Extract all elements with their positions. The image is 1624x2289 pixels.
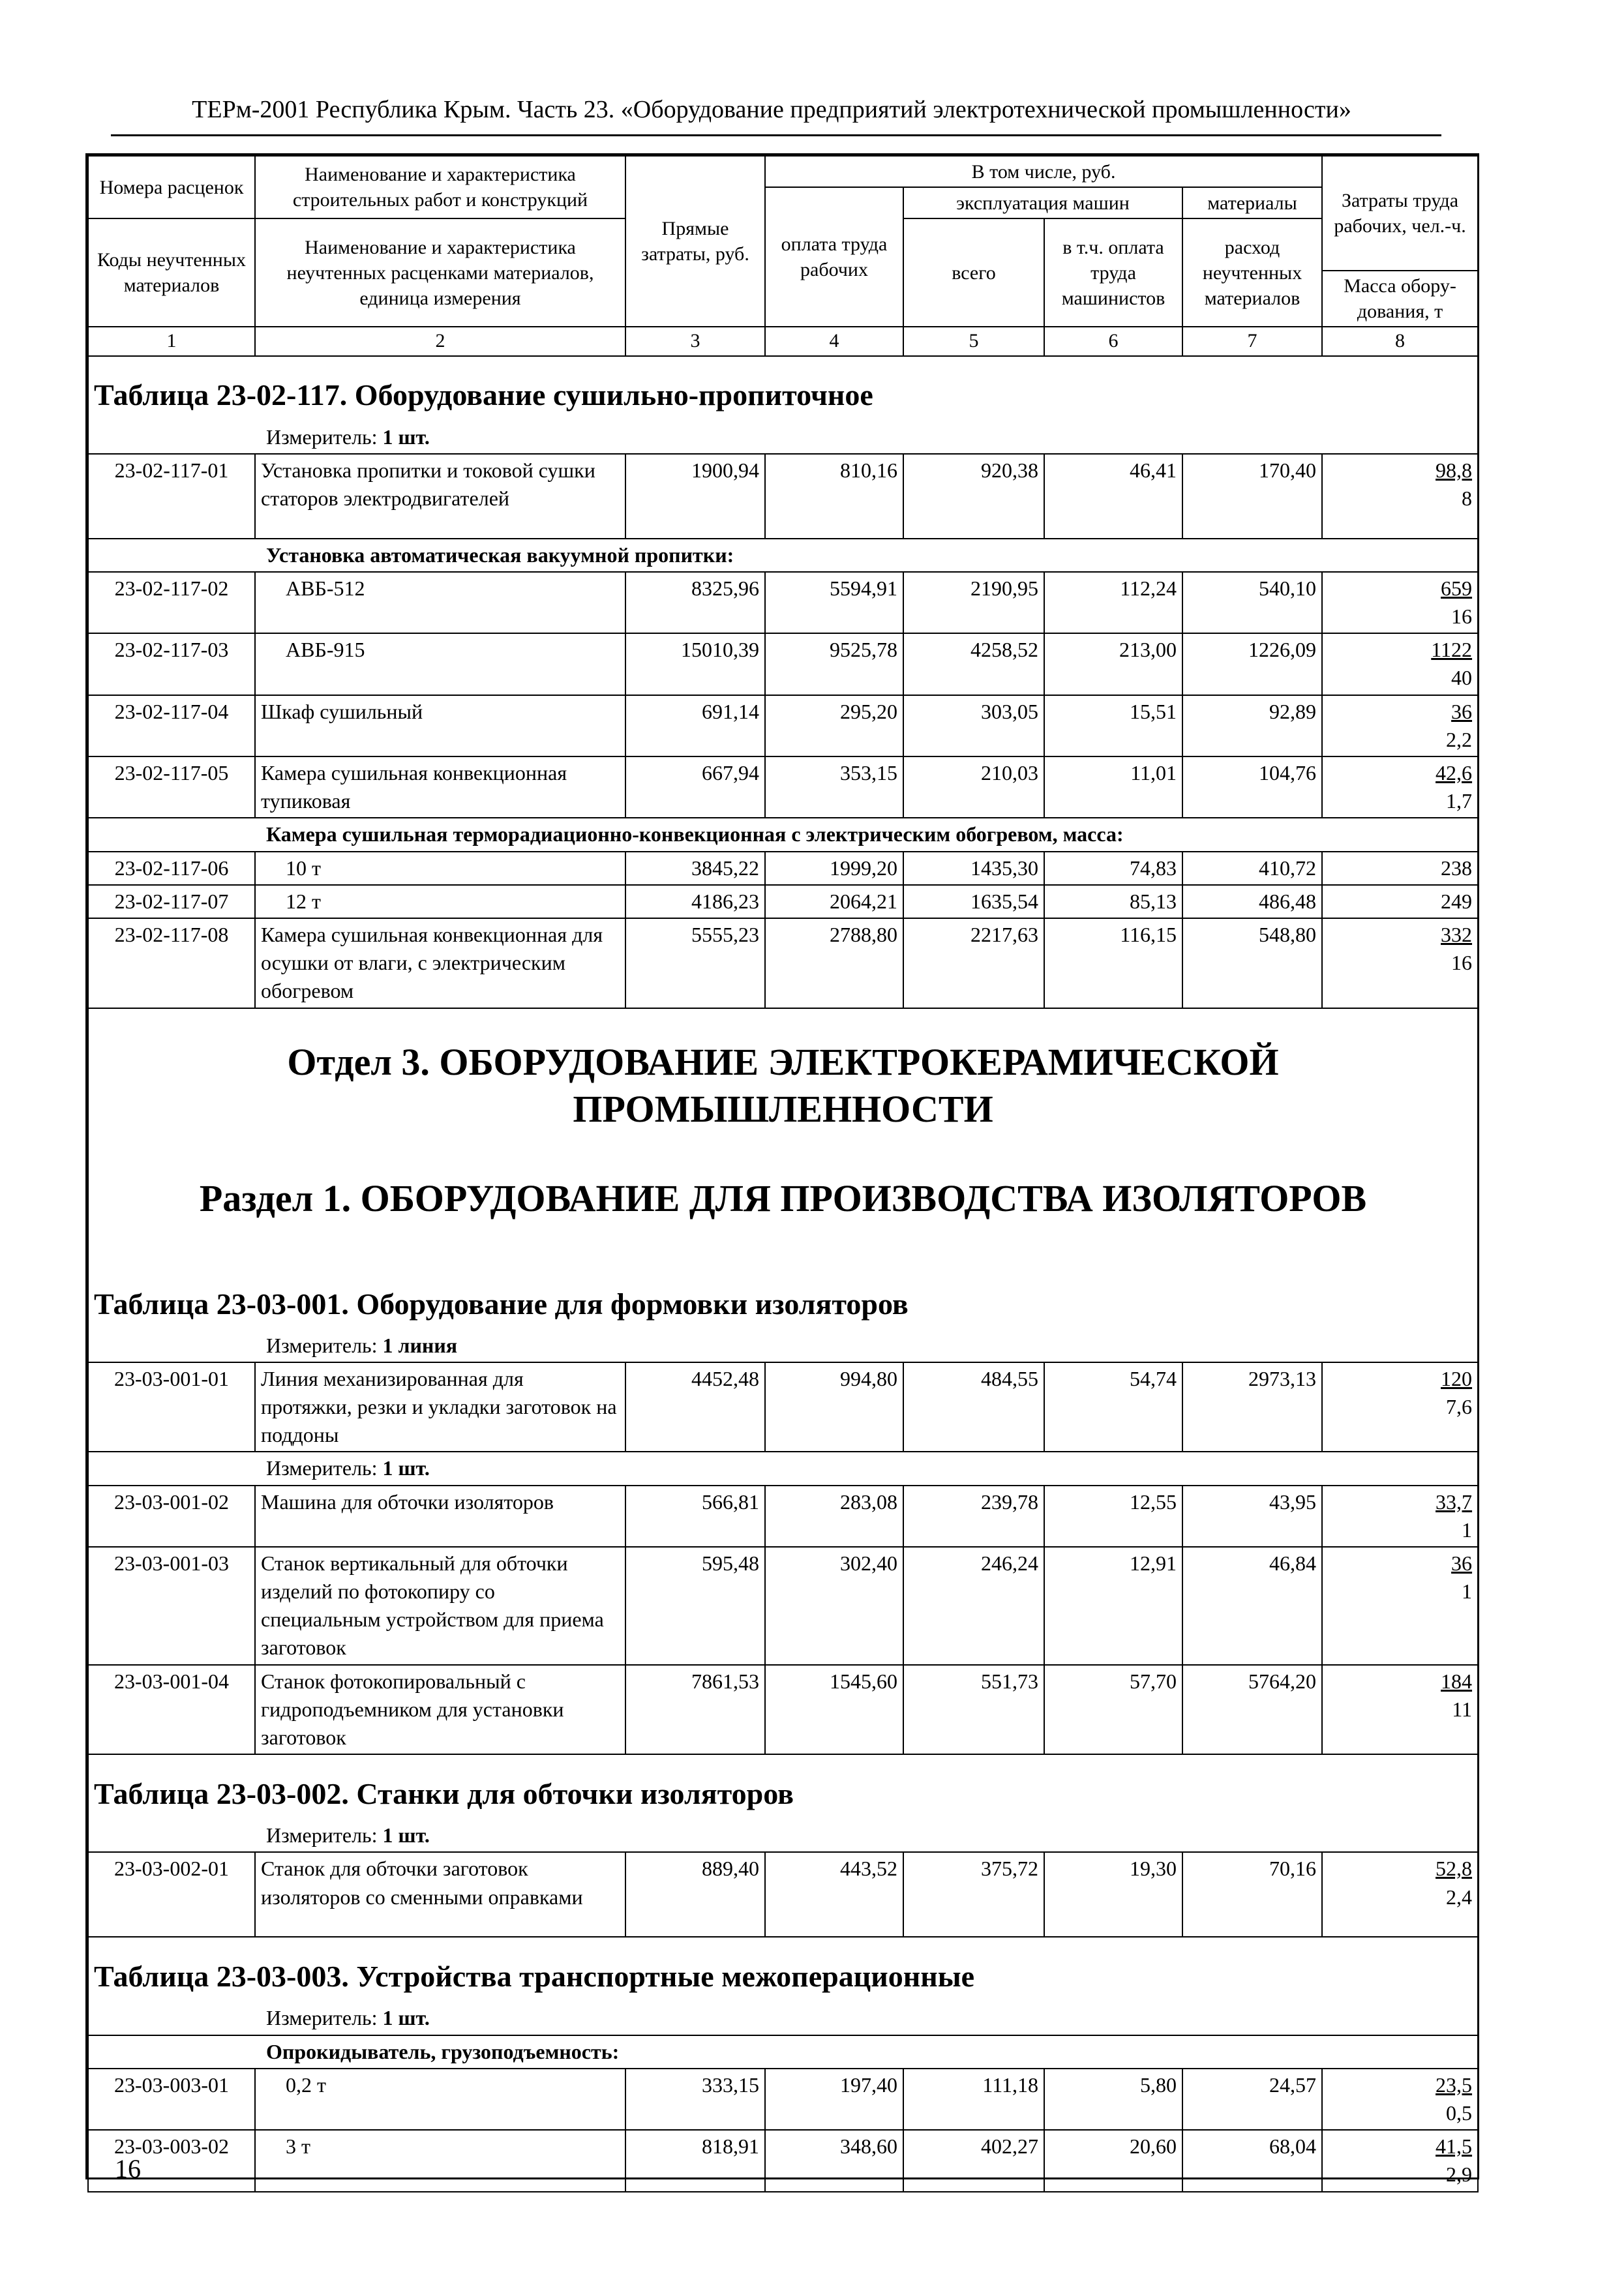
column-number: 5 <box>903 327 1044 356</box>
labor-hours: 33,7 <box>1436 1489 1473 1514</box>
labor-pay: 443,52 <box>765 1852 903 1937</box>
labor-hours-mass <box>1322 1486 1478 1547</box>
labor-hours-mass <box>1322 695 1478 756</box>
machinist-pay: 20,60 <box>1044 2130 1182 2191</box>
column-number: 4 <box>765 327 903 356</box>
division-title-line2: ПРОМЫШЛЕННОСТИ <box>573 1088 993 1130</box>
work-name: Шкаф сушильный <box>255 695 625 756</box>
materials-cost: 540,10 <box>1182 572 1322 633</box>
work-name: Станок фотокопировальный с гидроподъемником для установки заготовок <box>255 1665 625 1755</box>
labor-hours-mass: 249 <box>1322 885 1478 918</box>
price-code: 23-02-117-08 <box>88 918 255 1008</box>
materials-cost: 92,89 <box>1182 695 1322 756</box>
materials-cost: 68,04 <box>1182 2130 1322 2191</box>
materials-cost: 104,76 <box>1182 756 1322 818</box>
labor-hours: 1122 <box>1431 638 1473 662</box>
direct-cost: 691,14 <box>625 695 765 756</box>
work-name: Линия механизированная для протяжки, резки и укладки заготовок на поддоны <box>255 1362 625 1452</box>
labor-pay: 283,08 <box>765 1486 903 1547</box>
table-117-measure: Измеритель: 1 шт. <box>88 421 1478 454</box>
labor-pay: 810,16 <box>765 454 903 539</box>
direct-cost: 818,91 <box>625 2130 765 2191</box>
table-row <box>88 1486 1478 1547</box>
section-title: Раздел 1. ОБОРУДОВАНИЕ ДЛЯ ПРОИЗВОДСТВА ИЗОЛЯТОРОВ <box>199 1176 1367 1219</box>
labor-hours-mass <box>1322 2069 1478 2130</box>
price-code: 23-02-117-02 <box>88 572 255 633</box>
machines-cost: 1635,54 <box>903 885 1044 918</box>
table-row <box>88 1852 1478 1937</box>
machinist-pay: 213,00 <box>1044 633 1182 695</box>
direct-cost: 333,15 <box>625 2069 765 2130</box>
table-row <box>88 885 1478 918</box>
machines-cost: 239,78 <box>903 1486 1044 1547</box>
labor-hours-mass <box>1322 756 1478 818</box>
header-labor-cost: Затраты труда рабочих, чел.-ч. <box>1322 156 1478 271</box>
labor-pay: 197,40 <box>765 2069 903 2130</box>
machinist-pay: 11,01 <box>1044 756 1182 818</box>
work-name: 0,2 т <box>255 2069 625 2130</box>
header-machines: эксплуатация машин <box>903 187 1182 218</box>
equipment-mass: 8 <box>1462 486 1473 510</box>
table-117-group-vacuum: Установка автоматическая вакуумной пропитки: <box>88 539 1478 572</box>
machines-cost: 111,18 <box>903 2069 1044 2130</box>
work-name: АВБ-915 <box>255 633 625 695</box>
table-001-measure-2: Измеритель: 1 шт. <box>88 1452 1478 1485</box>
labor-pay: 5594,91 <box>765 572 903 633</box>
table-117-group-chamber: Камера сушильная терморадиационно-конвекционная с электрическим обогревом, масса: <box>88 818 1478 851</box>
table-row <box>88 633 1478 695</box>
direct-cost: 4186,23 <box>625 885 765 918</box>
running-head: ТЕРм-2001 Республика Крым. Часть 23. «Оборудование предприятий электротехнической промышленности» <box>192 96 1351 123</box>
machinist-pay: 5,80 <box>1044 2069 1182 2130</box>
price-table-frame <box>85 153 1479 2187</box>
page-number: 16 <box>115 2154 141 2183</box>
labor-hours: 23,5 <box>1436 2072 1473 2097</box>
header-col1-bottom: Коды неучтенных материалов <box>88 218 255 327</box>
header-col2-bottom: Наименование и характеристика неучтенных расценками материалов, единица измерения <box>255 218 625 327</box>
materials-cost: 548,80 <box>1182 918 1322 1008</box>
header-col1-top: Номера расценок <box>88 156 255 218</box>
price-code: 23-03-001-02 <box>88 1486 255 1547</box>
column-number: 7 <box>1182 327 1322 356</box>
equipment-mass: 2,2 <box>1446 727 1473 751</box>
materials-cost: 486,48 <box>1182 885 1322 918</box>
machines-cost: 4258,52 <box>903 633 1044 695</box>
labor-hours-mass: 238 <box>1322 852 1478 885</box>
materials-cost: 5764,20 <box>1182 1665 1322 1755</box>
machines-cost: 2190,95 <box>903 572 1044 633</box>
direct-cost: 4452,48 <box>625 1362 765 1452</box>
machinist-pay: 116,15 <box>1044 918 1182 1008</box>
header-machines-total: всего <box>903 218 1044 327</box>
direct-cost: 3845,22 <box>625 852 765 885</box>
direct-cost: 15010,39 <box>625 633 765 695</box>
table-row <box>88 2130 1478 2191</box>
price-code: 23-03-003-02 <box>88 2130 255 2191</box>
header-direct-costs: Прямые затраты, руб. <box>625 156 765 327</box>
equipment-mass: 0,5 <box>1446 2101 1473 2125</box>
work-name: Станок вертикальный для обточки изделий по фотокопиру со специальным устройством для приема заготовок <box>255 1547 625 1665</box>
header-col2-top: Наименование и характеристика строительных работ и конструкций <box>255 156 625 218</box>
table-row <box>88 695 1478 756</box>
machines-cost: 246,24 <box>903 1547 1044 1665</box>
table-117-title: Таблица 23-02-117. Оборудование сушильно-пропиточное <box>88 356 1478 421</box>
machines-cost: 484,55 <box>903 1362 1044 1452</box>
materials-cost: 43,95 <box>1182 1486 1322 1547</box>
price-code: 23-02-117-05 <box>88 756 255 818</box>
materials-cost: 70,16 <box>1182 1852 1322 1937</box>
equipment-mass: 1,7 <box>1446 789 1473 813</box>
machines-cost: 402,27 <box>903 2130 1044 2191</box>
machinist-pay: 19,30 <box>1044 1852 1182 1937</box>
machines-cost: 2217,63 <box>903 918 1044 1008</box>
machines-cost: 1435,30 <box>903 852 1044 885</box>
labor-hours-mass <box>1322 2130 1478 2191</box>
machinist-pay: 74,83 <box>1044 852 1182 885</box>
header-machinist-pay: в т.ч. оплата труда машинистов <box>1044 218 1182 327</box>
price-code: 23-02-117-04 <box>88 695 255 756</box>
labor-pay: 2064,21 <box>765 885 903 918</box>
labor-hours: 36 <box>1451 699 1473 723</box>
equipment-mass: 2,9 <box>1446 2162 1473 2187</box>
machinist-pay: 54,74 <box>1044 1362 1182 1452</box>
equipment-mass: 11 <box>1452 1697 1473 1721</box>
labor-hours-mass <box>1322 1362 1478 1452</box>
price-code: 23-02-117-06 <box>88 852 255 885</box>
work-name: 12 т <box>255 885 625 918</box>
column-number: 3 <box>625 327 765 356</box>
labor-hours-mass <box>1322 1665 1478 1755</box>
labor-hours: 659 <box>1441 576 1473 600</box>
labor-pay: 994,80 <box>765 1362 903 1452</box>
materials-cost: 410,72 <box>1182 852 1322 885</box>
equipment-mass: 40 <box>1451 666 1473 690</box>
column-number: 2 <box>255 327 625 356</box>
equipment-mass: 1 <box>1462 1518 1473 1542</box>
table-row <box>88 1362 1478 1452</box>
materials-cost: 2973,13 <box>1182 1362 1322 1452</box>
labor-pay: 302,40 <box>765 1547 903 1665</box>
header-labor-pay: оплата труда рабочих <box>765 187 903 327</box>
labor-hours-mass <box>1322 1547 1478 1665</box>
equipment-mass: 2,4 <box>1446 1885 1473 1909</box>
direct-cost: 8325,96 <box>625 572 765 633</box>
price-code: 23-03-001-01 <box>88 1362 255 1452</box>
labor-pay: 1999,20 <box>765 852 903 885</box>
direct-cost: 667,94 <box>625 756 765 818</box>
table-row <box>88 572 1478 633</box>
labor-pay: 1545,60 <box>765 1665 903 1755</box>
machinist-pay: 12,91 <box>1044 1547 1182 1665</box>
table-row <box>88 2069 1478 2130</box>
equipment-mass: 16 <box>1451 951 1473 975</box>
labor-hours: 52,8 <box>1436 1857 1473 1881</box>
machines-cost: 920,38 <box>903 454 1044 539</box>
table-row <box>88 1547 1478 1665</box>
table-003-measure: Измеритель: 1 шт. <box>88 2002 1478 2035</box>
labor-hours: 184 <box>1441 1669 1473 1693</box>
header-in-total: В том числе, руб. <box>765 156 1322 187</box>
machinist-pay: 12,55 <box>1044 1486 1182 1547</box>
price-code: 23-03-001-03 <box>88 1547 255 1665</box>
equipment-mass: 1 <box>1462 1579 1473 1604</box>
table-001-title: Таблица 23-03-001. Оборудование для формовки изоляторов <box>88 1282 1478 1330</box>
materials-cost: 24,57 <box>1182 2069 1322 2130</box>
labor-hours: 120 <box>1441 1366 1473 1390</box>
price-code: 23-03-002-01 <box>88 1852 255 1937</box>
labor-pay: 295,20 <box>765 695 903 756</box>
header-equipment-mass: Масса обору-дования, т <box>1322 271 1478 327</box>
labor-hours-mass <box>1322 454 1478 539</box>
labor-hours-mass <box>1322 918 1478 1008</box>
labor-hours: 42,6 <box>1436 761 1473 785</box>
price-code: 23-02-117-07 <box>88 885 255 918</box>
direct-cost: 566,81 <box>625 1486 765 1547</box>
table-row <box>88 454 1478 539</box>
labor-hours-mass <box>1322 633 1478 695</box>
work-name: АВБ-512 <box>255 572 625 633</box>
labor-hours-mass <box>1322 1852 1478 1937</box>
machines-cost: 210,03 <box>903 756 1044 818</box>
price-code: 23-02-117-03 <box>88 633 255 695</box>
machines-cost: 303,05 <box>903 695 1044 756</box>
labor-hours: 41,5 <box>1436 2134 1473 2159</box>
labor-pay: 348,60 <box>765 2130 903 2191</box>
work-name: 10 т <box>255 852 625 885</box>
machinist-pay: 15,51 <box>1044 695 1182 756</box>
header-materials: материалы <box>1182 187 1322 218</box>
labor-pay: 353,15 <box>765 756 903 818</box>
division-title-line1: Отдел 3. ОБОРУДОВАНИЕ ЭЛЕКТРОКЕРАМИЧЕСКОЙ <box>287 1040 1279 1083</box>
materials-cost: 46,84 <box>1182 1547 1322 1665</box>
price-table <box>87 155 1479 2192</box>
price-code: 23-03-003-01 <box>88 2069 255 2130</box>
work-name: Камера сушильная конвекционная тупиковая <box>255 756 625 818</box>
work-name: Камера сушильная конвекционная для осушки от влаги, с электрическим обогревом <box>255 918 625 1008</box>
table-001-measure: Измеритель: 1 линия <box>88 1330 1478 1362</box>
machinist-pay: 46,41 <box>1044 454 1182 539</box>
work-name: Машина для обточки изоляторов <box>255 1486 625 1547</box>
table-row <box>88 918 1478 1008</box>
materials-cost: 1226,09 <box>1182 633 1322 695</box>
labor-hours: 98,8 <box>1436 458 1473 482</box>
work-name: Установка пропитки и токовой сушки статоров электродвигателей <box>255 454 625 539</box>
equipment-mass: 16 <box>1451 605 1473 629</box>
machinist-pay: 57,70 <box>1044 1665 1182 1755</box>
machinist-pay: 112,24 <box>1044 572 1182 633</box>
header-rule <box>111 134 1441 136</box>
table-row <box>88 1665 1478 1755</box>
direct-cost: 1900,94 <box>625 454 765 539</box>
direct-cost: 595,48 <box>625 1547 765 1665</box>
labor-hours: 332 <box>1441 922 1473 946</box>
price-code: 23-03-001-04 <box>88 1665 255 1755</box>
materials-cost: 170,40 <box>1182 454 1322 539</box>
work-name: 3 т <box>255 2130 625 2191</box>
table-003-group: Опрокидыватель, грузоподъемность: <box>88 2035 1478 2069</box>
labor-hours: 36 <box>1451 1551 1473 1575</box>
table-003-title: Таблица 23-03-003. Устройства транспортные межоперационные <box>88 1937 1478 2002</box>
machinist-pay: 85,13 <box>1044 885 1182 918</box>
labor-pay: 2788,80 <box>765 918 903 1008</box>
direct-cost: 889,40 <box>625 1852 765 1937</box>
price-code: 23-02-117-01 <box>88 454 255 539</box>
machines-cost: 551,73 <box>903 1665 1044 1755</box>
direct-cost: 7861,53 <box>625 1665 765 1755</box>
header-materials-sub: расход неучтенных материалов <box>1182 218 1322 327</box>
column-numbers-row <box>88 327 1478 356</box>
labor-hours-mass <box>1322 572 1478 633</box>
column-number: 8 <box>1322 327 1478 356</box>
table-row <box>88 756 1478 818</box>
equipment-mass: 7,6 <box>1446 1394 1473 1418</box>
machines-cost: 375,72 <box>903 1852 1044 1937</box>
column-number: 1 <box>88 327 255 356</box>
direct-cost: 5555,23 <box>625 918 765 1008</box>
labor-pay: 9525,78 <box>765 633 903 695</box>
table-row <box>88 852 1478 885</box>
table-002-title: Таблица 23-03-002. Станки для обточки изоляторов <box>88 1754 1478 1819</box>
division-heading <box>88 1008 1478 1282</box>
column-number: 6 <box>1044 327 1182 356</box>
work-name: Станок для обточки заготовок изоляторов со сменными оправками <box>255 1852 625 1937</box>
table-002-measure: Измеритель: 1 шт. <box>88 1819 1478 1852</box>
